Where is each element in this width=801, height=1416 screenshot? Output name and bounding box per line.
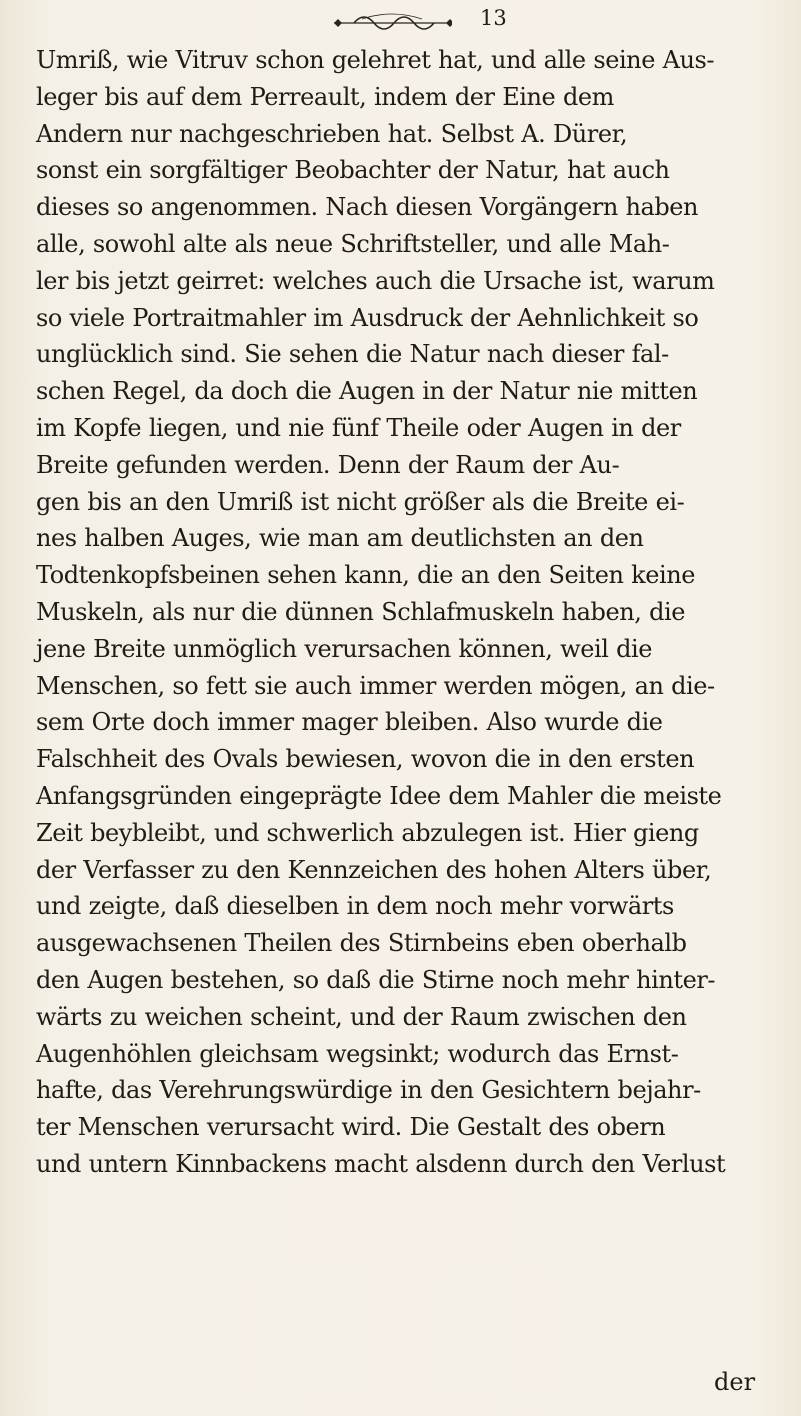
text-line: so viele Portraitmahler im Ausdruck der Aehnlichkeit so — [36, 303, 699, 332]
page-number: 13 — [480, 6, 507, 30]
text-line: Falschheit des Ovals bewiesen, wovon die in den ersten — [36, 745, 695, 774]
text-line: und zeigte, daß dieselben in dem noch mehr vorwärts — [36, 892, 674, 921]
text-line: hafte, das Verehrungswürdige in den Gesichtern bejahr- — [36, 1076, 701, 1105]
text-line: gen bis an den Umriß ist nicht größer als die Breite ei- — [36, 487, 685, 516]
text-line: Zeit beybleibt, und schwerlich abzulegen ist. Hier gieng — [36, 818, 699, 847]
text-line: den Augen bestehen, so daß die Stirne noch mehr hinter- — [36, 965, 716, 994]
text-line: wärts zu weichen scheint, und der Raum zwischen den — [36, 1002, 687, 1031]
text-line: im Kopfe liegen, und nie fünf Theile oder Augen in der — [36, 413, 681, 442]
text-line: Todtenkopfsbeinen sehen kann, die an den Seiten keine — [36, 561, 695, 590]
text-line: sem Orte doch immer mager bleiben. Also wurde die — [36, 708, 663, 737]
text-line: unglücklich sind. Sie sehen die Natur nach dieser fal- — [36, 340, 669, 369]
text-line: Muskeln, als nur die dünnen Schlafmuskeln haben, die — [36, 597, 685, 626]
text-line: alle, sowohl alte als neue Schriftsteller, und alle Mah- — [36, 229, 670, 258]
text-line: Andern nur nachgeschrieben hat. Selbst A. Dürer, — [36, 119, 628, 148]
text-line: dieses so angenommen. Nach diesen Vorgängern haben — [36, 193, 699, 222]
text-line: und untern Kinnbackens macht alsdenn durch den Verlust — [36, 1149, 726, 1178]
text-line: schen Regel, da doch die Augen in der Natur nie mitten — [36, 377, 698, 406]
text-line: leger bis auf dem Perreault, indem der Eine dem — [36, 82, 614, 111]
text-line: Umriß, wie Vitruv schon gelehret hat, und alle seine Aus- — [36, 46, 715, 74]
text-line: jene Breite unmöglich verursachen können, weil die — [36, 634, 653, 663]
catchword: der — [714, 1368, 756, 1396]
text-line: Augenhöhlen gleichsam wegsinkt; wodurch das Ernst- — [36, 1039, 679, 1068]
text-line: ter Menschen verursacht wird. Die Gestalt des obern — [36, 1113, 666, 1142]
text-line: Breite gefunden werden. Denn der Raum der Au- — [36, 450, 620, 479]
decorative-rule-icon — [332, 8, 452, 34]
text-line: ausgewachsenen Theilen des Stirnbeins eben oberhalb — [36, 929, 687, 958]
text-line: nes halben Auges, wie man am deutlichsten an den — [36, 524, 644, 553]
text-line: ler bis jetzt geirret: welches auch die Ursache ist, warum — [36, 266, 715, 295]
text-line: sonst ein sorgfältiger Beobachter der Natur, hat auch — [36, 156, 670, 185]
text-line: Anfangsgründen eingeprägte Idee dem Mahler die meiste — [36, 781, 722, 810]
text-line: Menschen, so fett sie auch immer werden mögen, an die- — [36, 671, 715, 700]
body-text — [36, 42, 778, 1183]
text-line: der Verfasser zu den Kennzeichen des hohen Alters über, — [36, 855, 712, 884]
